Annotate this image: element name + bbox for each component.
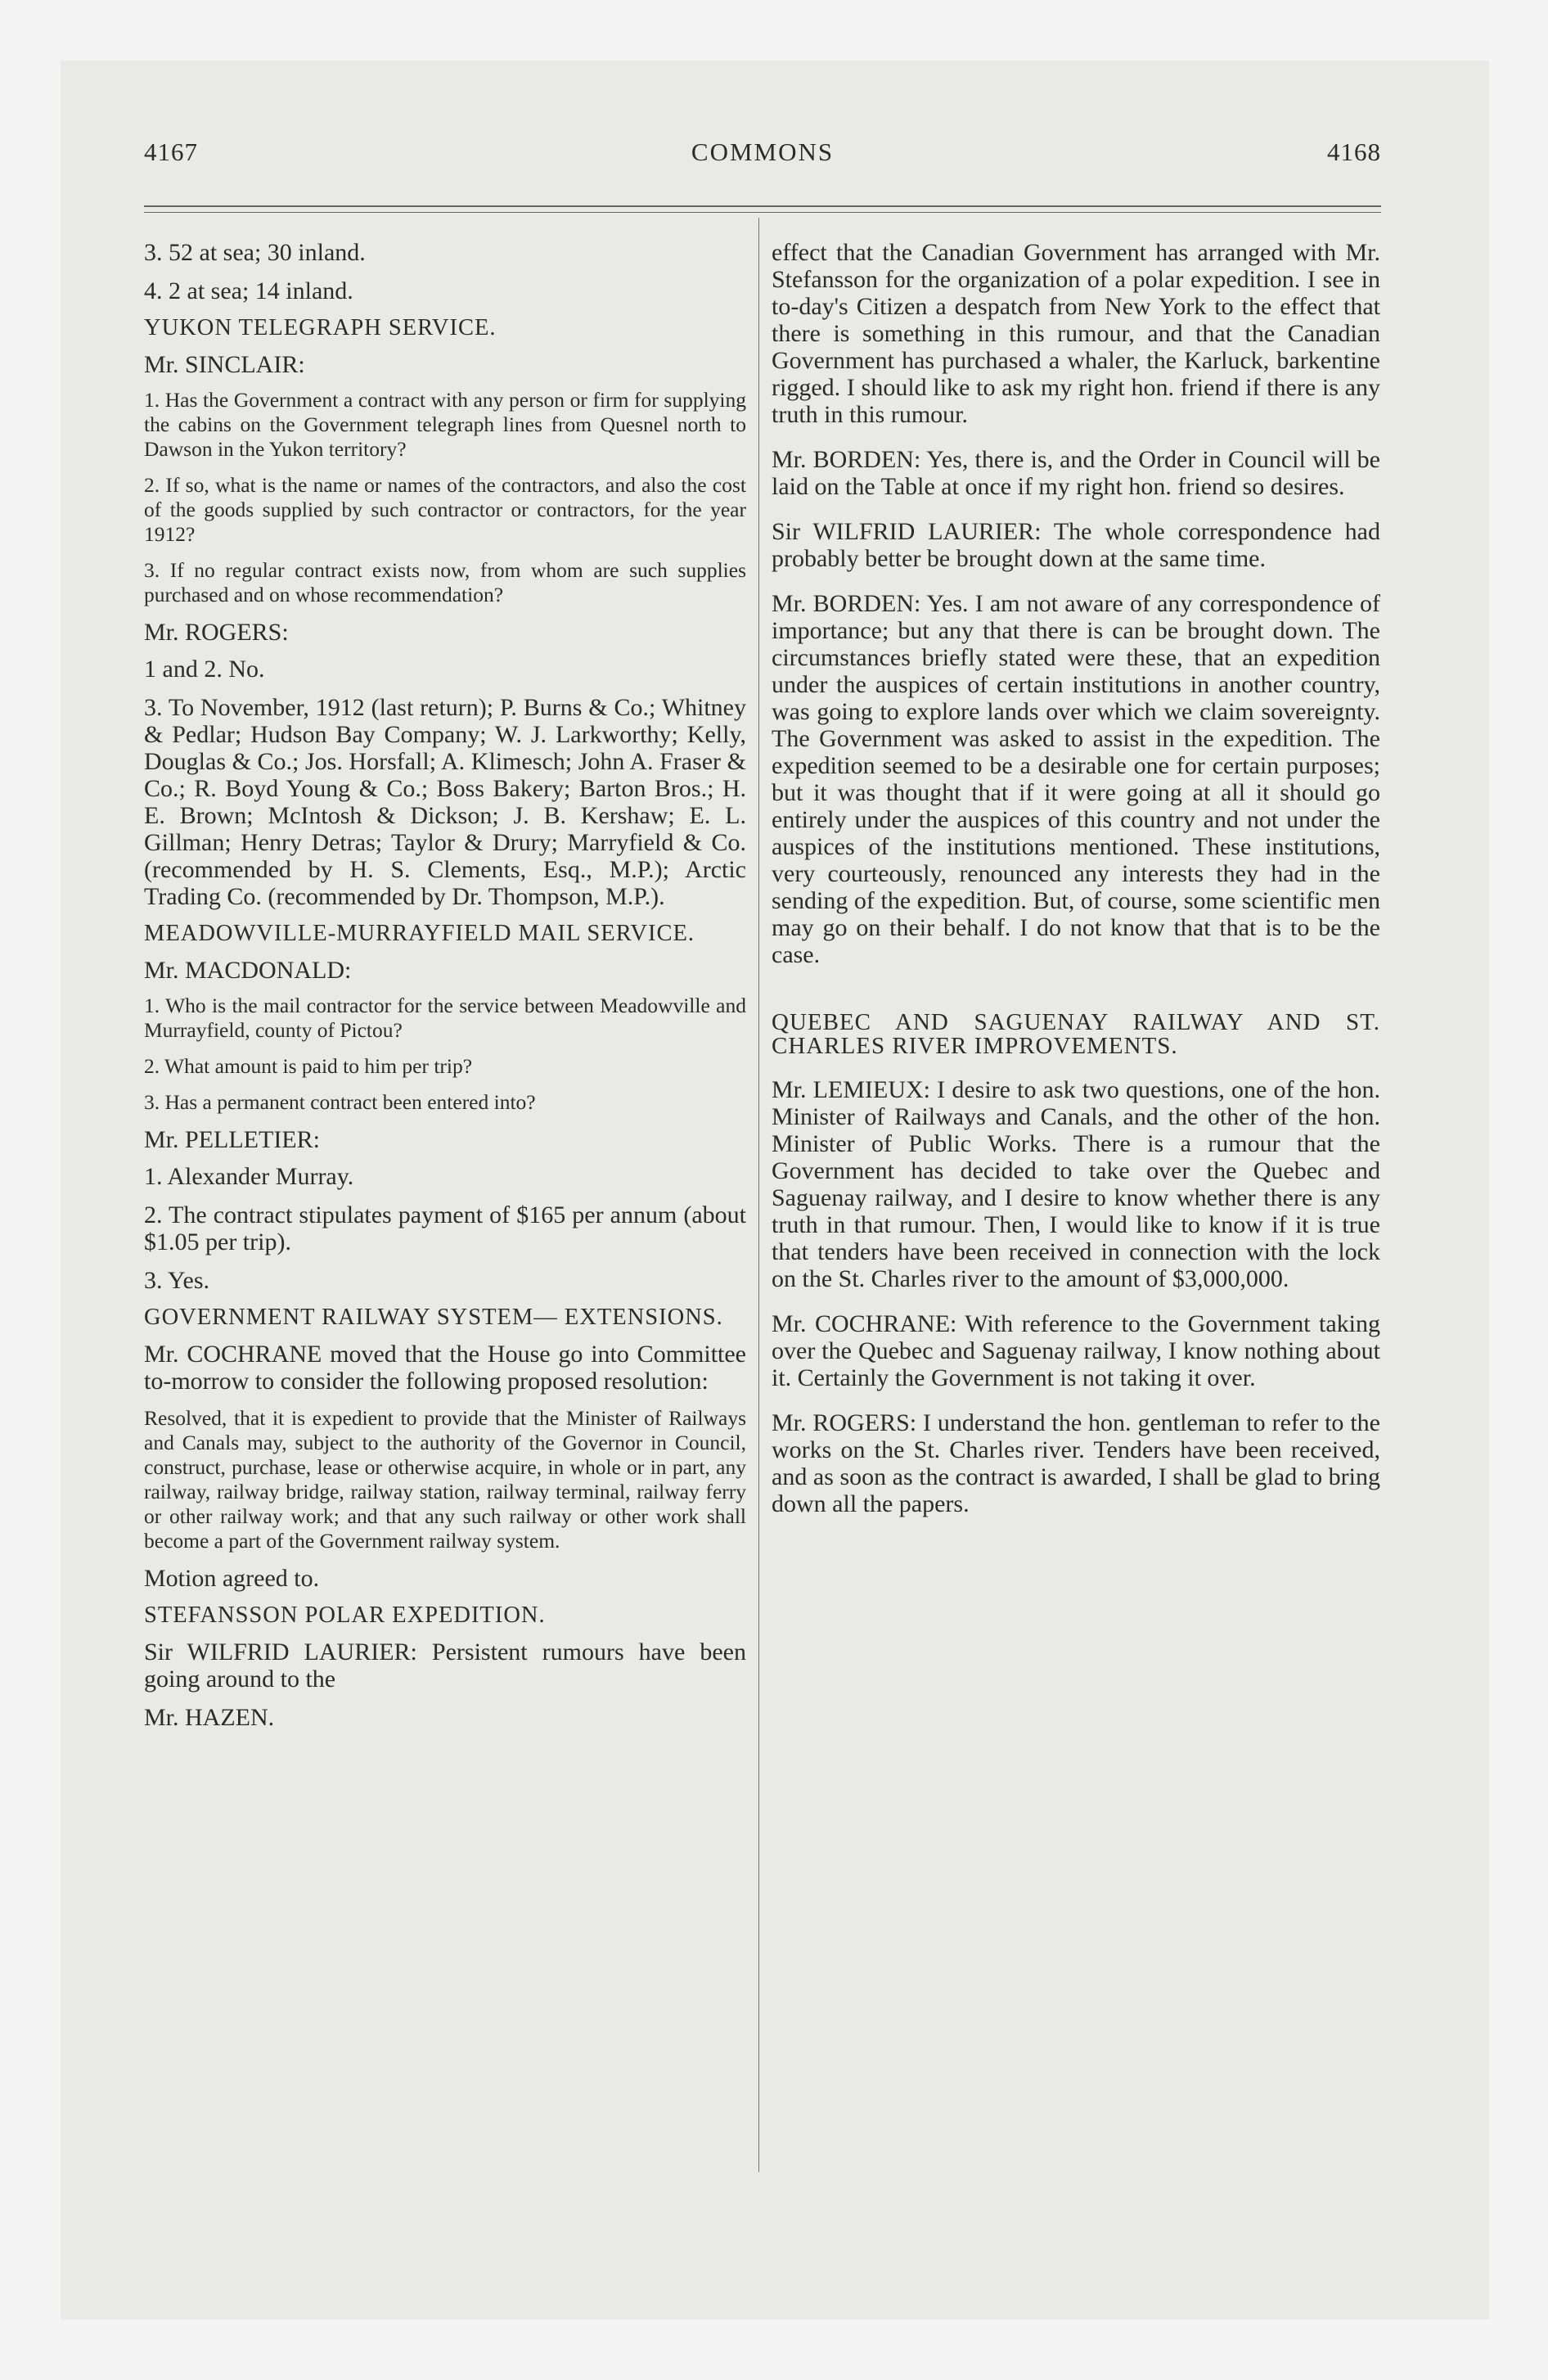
paragraph: Mr. ROGERS: I understand the hon. gentleman to refer to the works on the St. Charles river. Tenders have been received, and as soon as the contract is awarded, I shall be glad to bring down all the papers. bbox=[772, 1409, 1380, 1517]
header-rule-thin bbox=[144, 212, 1381, 213]
question-text: 2. If so, what is the name or names of the contractors, and also the cost of the goods supplied by such contractor or contractors, for the year 1912? bbox=[144, 473, 746, 546]
speaker-name: Mr. PELLETIER: bbox=[144, 1126, 320, 1153]
question-text: Resolved, that it is expedient to provide that the Minister of Railways and Canals may, subject to the authority of the Governor in Council, construct, purchase, lease or otherwise acquire, in whole or in part, any railway, railway bridge, railway station, railway terminal, railway ferry or other railway work; and that any such railway or other work shall become a part of the Government railway system. bbox=[144, 1406, 746, 1553]
column-divider bbox=[758, 218, 759, 2172]
paragraph: 4. 2 at sea; 14 inland. bbox=[144, 277, 353, 304]
question-text: 2. What amount is paid to him per trip? bbox=[144, 1054, 473, 1078]
paragraph: 1. Alexander Murray. bbox=[144, 1163, 354, 1190]
section-heading: YUKON TELEGRAPH SERVICE. bbox=[144, 315, 497, 340]
paragraph: Mr. LEMIEUX: I desire to ask two questions, one of the hon. Minister of Railways and Canals, and the other of the hon. Minister of Public Works. There is a rumour that the Government has decided to take over the Quebec and Saguenay railway, and I desire to know whether there is any truth in that rumour. Then, I would like to know if it is true that tenders have been received in connection with the lock on the St. Charles river to the amount of $3,000,000. bbox=[772, 1076, 1380, 1292]
section-heading: MEADOWVILLE-MURRAYFIELD MAIL SERVICE. bbox=[144, 921, 695, 946]
paragraph: Motion agreed to. bbox=[144, 1565, 320, 1592]
section-heading: STEFANSSON POLAR EXPEDITION. bbox=[144, 1602, 546, 1628]
page-header bbox=[144, 137, 1381, 178]
paragraph: Mr. BORDEN: Yes. I am not aware of any correspondence of importance; but any that there is can be brought down. The circumstances briefly stated were these, that an expedition under the auspices of certain institutions in another country, was going to explore lands over which we claim sovereignty. The Government was asked to assist in the expedition. The expedition seemed to be a desirable one for certain purposes; but it was thought that if it were going at all it should go entirely under the auspices of this country and not under the auspices of the institutions mentioned. These institutions, very courteously, renounced any interests they had in the sending of the expedition. But, of course, some scientific men may go on their behalf. I do not know that that is to be the case. bbox=[772, 590, 1380, 968]
question-text: 3. If no regular contract exists now, from whom are such supplies purchased and on whose recommendation? bbox=[144, 558, 746, 606]
page-title: COMMONS bbox=[691, 137, 835, 166]
paragraph: effect that the Canadian Government has arranged with Mr. Stefansson for the organization of a polar expedition. I see in to-day's Citizen a despatch from New York to the effect that there is something in this rumour, and that the Canadian Government has purchased a whaler, the Karluck, barkentine rigged. I should like to ask my right hon. friend if there is any truth in this rumour. bbox=[772, 239, 1380, 428]
section-heading: GOVERNMENT RAILWAY SYSTEM— EXTENSIONS. bbox=[144, 1305, 723, 1330]
paragraph: Mr. COCHRANE moved that the House go into Committee to-morrow to consider the following proposed resolution: bbox=[144, 1341, 746, 1395]
question-text: 3. Has a permanent contract been entered into? bbox=[144, 1090, 536, 1114]
paragraph: 1 and 2. No. bbox=[144, 656, 265, 683]
right-column bbox=[772, 239, 1380, 1535]
paragraph: 3. 52 at sea; 30 inland. bbox=[144, 239, 366, 266]
left-column bbox=[144, 239, 746, 1742]
paragraph: Mr. COCHRANE: With reference to the Government taking over the Quebec and Saguenay railway, I know nothing about it. Certainly the Government is not taking it over. bbox=[772, 1310, 1380, 1391]
paragraph: Sir WILFRID LAURIER: The whole correspondence had probably better be brought down at the same time. bbox=[772, 518, 1380, 572]
speaker-name: Mr. MACDONALD: bbox=[144, 957, 352, 984]
question-text: 1. Who is the mail contractor for the service between Meadowville and Murrayfield, county of Pictou? bbox=[144, 994, 746, 1042]
header-rule bbox=[144, 205, 1381, 207]
page-number-right: 4168 bbox=[1327, 137, 1381, 166]
speaker-name: Mr. ROGERS: bbox=[144, 619, 289, 646]
paragraph: 3. Yes. bbox=[144, 1267, 210, 1294]
paragraph: Sir WILFRID LAURIER: Persistent rumours have been going around to the bbox=[144, 1639, 746, 1693]
page-number-left: 4167 bbox=[144, 137, 198, 166]
speaker-name: Mr. SINCLAIR: bbox=[144, 351, 305, 378]
question-text: 1. Has the Government a contract with any person or firm for supplying the cabins on the Government telegraph lines from Quesnel north to Dawson in the Yukon territory? bbox=[144, 388, 746, 461]
paragraph: 3. To November, 1912 (last return); P. Burns & Co.; Whitney & Pedlar; Hudson Bay Company; W. J. Larkworthy; Kelly, Douglas & Co.; Jos. Horsfall; A. Klimesch; John A. Fraser & Co.; R. Boyd Young & Co.; Boss Bakery; Barton Bros.; H. E. Brown; McIntosh & Dickson; J. B. Kershaw; E. L. Gillman; Henry Detras; Taylor & Drury; Marryfield & Co. (recommended by H. S. Clements, Esq., M.P.); Arctic Trading Co. (recommended by Dr. Thompson, M.P.). bbox=[144, 694, 746, 910]
paragraph: Mr. BORDEN: Yes, there is, and the Order in Council will be laid on the Table at once if my right hon. friend so desires. bbox=[772, 446, 1380, 500]
paragraph: Mr. HAZEN. bbox=[144, 1704, 275, 1731]
section-heading: QUEBEC AND SAGUENAY RAILWAY AND ST. CHARLES RIVER IMPROVEMENTS. bbox=[772, 1009, 1380, 1059]
paragraph: 2. The contract stipulates payment of $165 per annum (about $1.05 per trip). bbox=[144, 1201, 746, 1255]
